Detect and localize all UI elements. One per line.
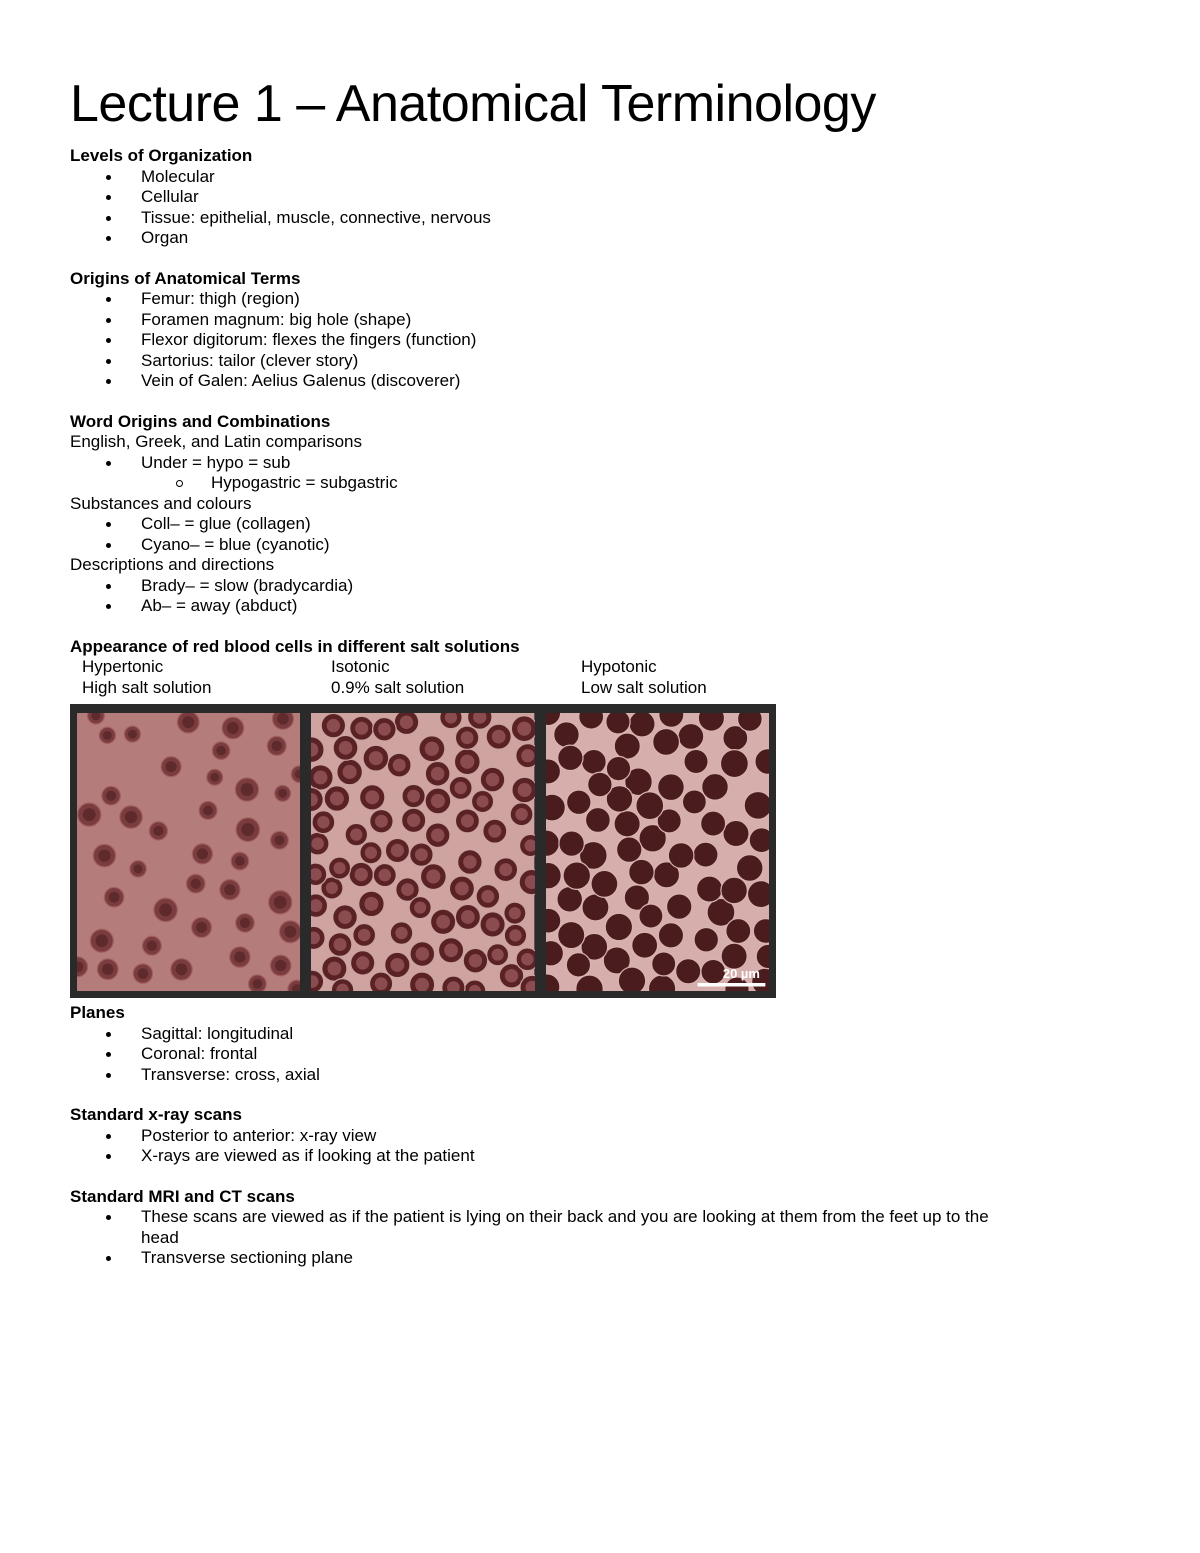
group-label: Substances and colours: [70, 493, 252, 513]
rbc-column-desc: High salt solution: [82, 677, 212, 697]
levels-section: [70, 146, 1130, 249]
red-blood-cell: [199, 801, 217, 819]
planes-section: [70, 1003, 1130, 1085]
red-blood-cell: [614, 811, 640, 837]
hypotonic-micrograph: [546, 713, 769, 991]
red-blood-cell: [504, 902, 526, 924]
list-item: These scans are viewed as if the patient is lying on their back and you are looking at them from the feet up to the head: [70, 1207, 1005, 1248]
red-blood-cell: [744, 791, 769, 819]
red-blood-cell: [97, 959, 118, 980]
red-blood-cell: [104, 887, 124, 907]
red-blood-cell: [337, 759, 363, 785]
list-item: Flexor digitorum: flexes the fingers (function): [70, 330, 1130, 351]
red-blood-cell: [124, 726, 140, 742]
red-blood-cell: [329, 857, 351, 879]
red-blood-cell: [456, 809, 480, 833]
red-blood-cell: [476, 885, 500, 909]
red-blood-cell: [628, 859, 654, 885]
red-blood-cell: [557, 886, 583, 912]
red-blood-cell: [373, 717, 396, 741]
list-item: Coll– = glue (collagen): [70, 514, 1130, 535]
mri-section: [70, 1187, 1130, 1269]
red-blood-cell: [696, 876, 722, 902]
red-blood-cell: [311, 832, 329, 855]
red-blood-cell: [516, 948, 534, 971]
red-blood-cell: [222, 717, 244, 739]
red-blood-cell: [267, 736, 286, 755]
red-blood-cell: [675, 959, 700, 984]
red-blood-cell: [737, 713, 762, 731]
red-blood-cell: [312, 811, 335, 834]
red-blood-cell: [516, 744, 535, 768]
comparisons-list: [70, 453, 1130, 494]
red-blood-cell: [322, 713, 346, 737]
red-blood-cell: [333, 735, 358, 760]
word-origins-section: [70, 412, 1130, 617]
red-blood-cell: [102, 786, 121, 805]
red-blood-cell: [606, 756, 630, 780]
list-item: Ab– = away (abduct): [70, 596, 1130, 617]
red-blood-cell: [726, 919, 751, 944]
scale-bar: [697, 983, 765, 987]
red-blood-cell: [747, 881, 769, 908]
red-blood-cell: [472, 790, 494, 812]
red-blood-cell: [410, 942, 435, 967]
red-blood-cell: [455, 749, 481, 775]
red-blood-cell: [425, 788, 451, 814]
red-blood-cell: [419, 736, 445, 762]
red-blood-cell: [639, 904, 663, 928]
red-blood-cell: [693, 842, 718, 867]
list-item: Molecular: [70, 167, 1130, 188]
red-blood-cell: [426, 823, 450, 848]
rbc-column: [581, 657, 830, 698]
isotonic-cells-image: [311, 713, 534, 991]
red-blood-cell: [736, 855, 763, 882]
rbc-column-name: Hypotonic: [581, 657, 657, 676]
red-blood-cell: [402, 784, 425, 807]
red-blood-cell: [480, 912, 505, 937]
red-blood-cell: [684, 749, 708, 773]
red-blood-cell: [270, 955, 291, 976]
red-blood-cell: [410, 897, 432, 919]
red-blood-cell: [666, 894, 691, 919]
red-blood-cell: [723, 820, 749, 846]
word-origins-heading: Word Origins and Combinations: [70, 411, 331, 431]
list-item: Sartorius: tailor (clever story): [70, 351, 1130, 372]
list-item: Brady– = slow (bradycardia): [70, 576, 1130, 597]
red-blood-cell: [483, 819, 507, 843]
red-blood-cell: [120, 806, 142, 829]
list-item: Sagittal: longitudinal: [70, 1024, 1130, 1045]
red-blood-cell: [591, 870, 618, 897]
origins-heading: Origins of Anatomical Terms: [70, 268, 301, 288]
red-blood-cell: [269, 891, 292, 914]
rbc-column: [331, 657, 581, 698]
red-blood-cell: [391, 922, 414, 945]
list-item: X-rays are viewed as if looking at the patient: [70, 1146, 1130, 1167]
red-blood-cell: [701, 959, 726, 984]
red-blood-cell: [271, 831, 289, 849]
red-blood-cell: [700, 811, 725, 836]
red-blood-cell: [487, 944, 509, 966]
red-blood-cell: [481, 767, 505, 792]
red-blood-cell: [325, 786, 350, 812]
red-blood-cell: [494, 858, 518, 882]
list-item: Transverse sectioning plane: [70, 1248, 1005, 1269]
red-blood-cell: [450, 776, 473, 799]
red-blood-cell: [130, 861, 146, 877]
list-item: Femur: thigh (region): [70, 289, 1130, 310]
red-blood-cell: [421, 864, 447, 890]
red-blood-cell: [721, 877, 747, 904]
red-blood-cell: [510, 803, 533, 826]
red-blood-cell: [678, 723, 704, 749]
red-blood-cell: [512, 716, 535, 742]
red-blood-cell: [186, 874, 205, 893]
list-item: Vein of Galen: Aelius Galenus (discoverer): [70, 371, 1130, 392]
red-blood-cell: [651, 952, 675, 976]
levels-heading: Levels of Organization: [70, 146, 253, 165]
red-blood-cell: [230, 947, 250, 967]
rbc-column-labels: [82, 657, 1130, 698]
red-blood-cell: [439, 938, 464, 963]
red-blood-cell: [275, 785, 291, 801]
list-item: Posterior to anterior: x-ray view: [70, 1126, 1130, 1147]
origins-list: [70, 289, 1130, 392]
red-blood-cell: [486, 724, 511, 749]
red-blood-cell: [614, 733, 640, 759]
red-blood-cell: [192, 917, 212, 937]
list-item: Coronal: frontal: [70, 1044, 1130, 1065]
red-blood-cell: [505, 924, 527, 946]
list-item: Transverse: cross, axial: [70, 1065, 1130, 1086]
red-blood-cell: [668, 843, 694, 869]
red-blood-cell: [682, 790, 706, 814]
planes-heading: Planes: [70, 1003, 125, 1022]
red-blood-cell: [207, 769, 223, 785]
rbc-micrograph-figure: [70, 704, 776, 998]
red-blood-cell: [149, 822, 167, 840]
red-blood-cell: [559, 831, 584, 856]
red-blood-cell: [235, 778, 258, 801]
red-blood-cell: [395, 713, 419, 735]
red-blood-cell: [606, 713, 630, 734]
red-blood-cell: [410, 972, 435, 991]
hypotonic-cells-image: [546, 713, 769, 991]
red-blood-cell: [410, 843, 433, 866]
red-blood-cell: [464, 948, 488, 972]
mri-list: [70, 1207, 1005, 1269]
red-blood-cell: [585, 808, 610, 833]
red-blood-cell: [353, 924, 376, 947]
red-blood-cell: [652, 729, 679, 756]
group-label: English, Greek, and Latin comparisons: [70, 432, 362, 451]
hypertonic-micrograph: [77, 713, 300, 991]
red-blood-cell: [192, 844, 212, 864]
red-blood-cell: [133, 964, 152, 983]
red-blood-cell: [581, 749, 606, 774]
rbc-column-name: Hypertonic: [82, 657, 164, 676]
red-blood-cell: [557, 921, 584, 948]
substances-list: [70, 514, 1130, 555]
red-blood-cell: [345, 823, 367, 845]
red-blood-cell: [99, 727, 115, 743]
list-item: Foramen magnum: big hole (shape): [70, 310, 1130, 331]
red-blood-cell: [658, 923, 683, 948]
red-blood-cell: [402, 808, 426, 832]
rbc-column-name: Isotonic: [331, 657, 390, 676]
red-blood-cell: [311, 765, 333, 790]
red-blood-cell: [701, 774, 728, 801]
red-blood-cell: [360, 785, 385, 810]
red-blood-cell: [350, 716, 374, 740]
red-blood-cell: [388, 753, 412, 777]
red-blood-cell: [563, 862, 590, 890]
levels-list: [70, 167, 1130, 249]
list-item: Cellular: [70, 187, 1130, 208]
red-blood-cell: [349, 862, 373, 886]
rbc-column-desc: Low salt solution: [581, 677, 707, 697]
planes-list: [70, 1024, 1130, 1086]
red-blood-cell: [171, 959, 192, 980]
red-blood-cell: [458, 850, 482, 875]
red-blood-cell: [360, 842, 382, 864]
red-blood-cell: [78, 803, 101, 826]
red-blood-cell: [212, 742, 230, 760]
red-blood-cell: [426, 761, 451, 786]
red-blood-cell: [177, 713, 199, 733]
xray-heading: Standard x-ray scans: [70, 1105, 242, 1124]
red-blood-cell: [456, 726, 479, 749]
red-blood-cell: [553, 722, 579, 748]
red-blood-cell: [616, 837, 641, 862]
hypertonic-cells-image: [77, 713, 300, 991]
red-blood-cell: [236, 818, 260, 842]
rbc-column-desc: 0.9% salt solution: [331, 677, 465, 697]
scale-bar-label: 20 µm: [722, 965, 760, 982]
red-blood-cell: [450, 876, 475, 901]
red-blood-cell: [618, 967, 645, 991]
group-label: Descriptions and directions: [70, 555, 275, 574]
red-blood-cell: [363, 745, 389, 771]
red-blood-cell: [359, 891, 384, 916]
red-blood-cell: [231, 852, 249, 870]
red-blood-cell: [631, 932, 657, 958]
red-blood-cell: [720, 750, 748, 778]
list-item: Organ: [70, 228, 1130, 249]
origins-section: [70, 269, 1130, 392]
red-blood-cell: [657, 774, 684, 801]
red-blood-cell: [694, 928, 718, 952]
red-blood-cell: [456, 904, 481, 929]
rbc-heading: Appearance of red blood cells in different salt solutions: [70, 636, 520, 656]
red-blood-cell: [386, 838, 410, 862]
red-blood-cell: [161, 757, 181, 777]
red-blood-cell: [749, 828, 769, 853]
red-blood-cell: [333, 905, 358, 930]
mri-heading: Standard MRI and CT scans: [70, 1186, 295, 1206]
red-blood-cell: [220, 880, 240, 900]
sub-list-item: Hypogastric = subgastric: [70, 473, 1130, 494]
red-blood-cell: [88, 713, 105, 724]
red-blood-cell: [431, 909, 456, 934]
red-blood-cell: [248, 975, 266, 991]
red-blood-cell: [566, 953, 590, 977]
list-item: Under = hypo = sub: [70, 453, 1130, 474]
isotonic-micrograph: [311, 713, 534, 991]
red-blood-cell: [629, 713, 655, 737]
red-blood-cell: [636, 792, 664, 820]
rbc-section: [70, 637, 1130, 999]
red-blood-cell: [272, 713, 293, 729]
list-item: Cyano– = blue (cyanotic): [70, 535, 1130, 556]
red-blood-cell: [142, 936, 161, 955]
red-blood-cell: [329, 933, 353, 957]
red-blood-cell: [512, 777, 534, 802]
red-blood-cell: [370, 972, 393, 991]
red-blood-cell: [279, 921, 300, 943]
xray-list: [70, 1126, 1130, 1167]
directions-list: [70, 576, 1130, 617]
red-blood-cell: [351, 951, 375, 975]
red-blood-cell: [93, 844, 115, 866]
rbc-column: [82, 657, 331, 698]
document-page: [70, 70, 1130, 1269]
red-blood-cell: [385, 952, 410, 977]
red-blood-cell: [236, 914, 255, 933]
red-blood-cell: [322, 956, 347, 981]
red-blood-cell: [90, 929, 113, 952]
xray-section: [70, 1105, 1130, 1167]
red-blood-cell: [566, 790, 590, 814]
list-item: Tissue: epithelial, muscle, connective, nervous: [70, 208, 1130, 229]
page-title: Lecture 1 – Anatomical Terminology: [70, 75, 876, 133]
red-blood-cell: [557, 745, 582, 770]
red-blood-cell: [370, 809, 393, 832]
red-blood-cell: [374, 864, 397, 887]
red-blood-cell: [605, 913, 632, 940]
red-blood-cell: [154, 898, 177, 922]
